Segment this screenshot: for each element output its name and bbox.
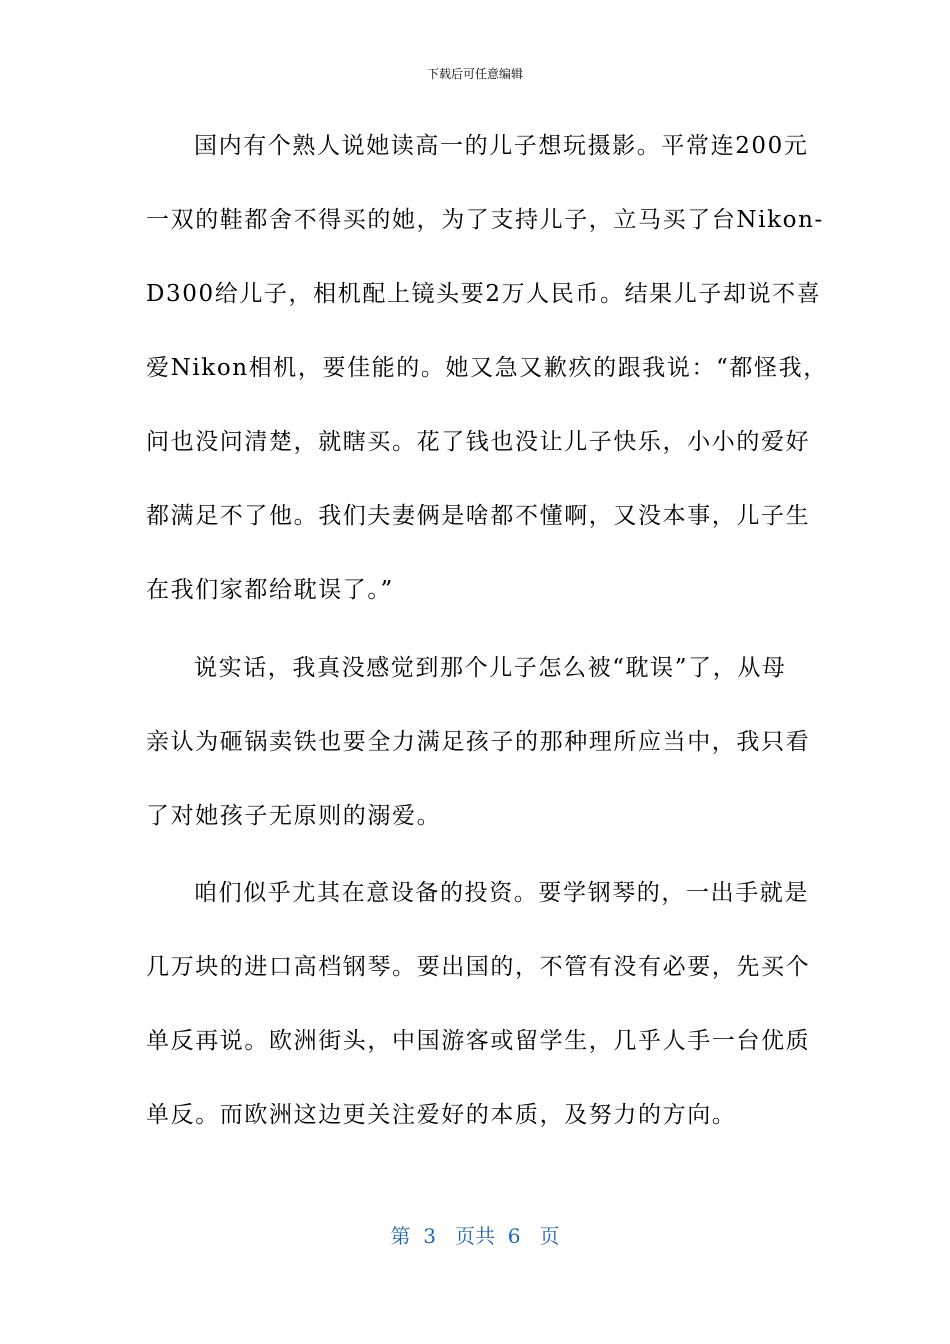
paragraph-3-line-4: 单反。而欧洲这边更关注爱好的本质，及努力的方向。 (146, 1102, 737, 1128)
paragraph-1-line-4: 爱Nikon相机，要佳能的。她又急又歉疚的跟我说：“都怪我， (146, 355, 828, 381)
paragraph-1-line-6: 都满足不了他。我们夫妻俩是啥都不懂啊，又没本事，儿子生 (146, 503, 811, 529)
paragraph-1-line-5: 问也没问清楚，就瞎买。花了钱也没让儿子快乐，小小的爱好 (146, 429, 811, 455)
paragraph-1-line-2: 一双的鞋都舍不得买的她，为了支持儿子，立马买了台Nikon- (146, 207, 824, 233)
page-number-footer: 第 3 页共 6 页 (390, 1224, 560, 1248)
paragraph-3-line-1: 咱们似乎尤其在意设备的投资。要学钢琴的，一出手就是 (194, 880, 809, 906)
paragraph-2-line-3: 了对她孩子无原则的溺爱。 (146, 803, 442, 829)
paragraph-2-line-1: 说实话，我真没感觉到那个儿子怎么被“耽误”了，从母 (194, 655, 787, 681)
paragraph-3-line-2: 几万块的进口高档钢琴。要出国的，不管有没有必要，先买个 (146, 954, 811, 980)
paragraph-3-line-3: 单反再说。欧洲街头，中国游客或留学生，几乎人手一台优质 (146, 1028, 811, 1054)
paragraph-1-line-3: D300给儿子，相机配上镜头要2万人民币。结果儿子却说不喜 (146, 281, 822, 307)
paragraph-1-line-7: 在我们家都给耽误了。” (146, 577, 394, 603)
paragraph-2-line-2: 亲认为砸锅卖铁也要全力满足孩子的那种理所应当中，我只看 (146, 729, 811, 755)
page-header: 下载后可任意编辑 (426, 67, 523, 81)
paragraph-1-line-1: 国内有个熟人说她读高一的儿子想玩摄影。平常连200元 (194, 133, 809, 159)
